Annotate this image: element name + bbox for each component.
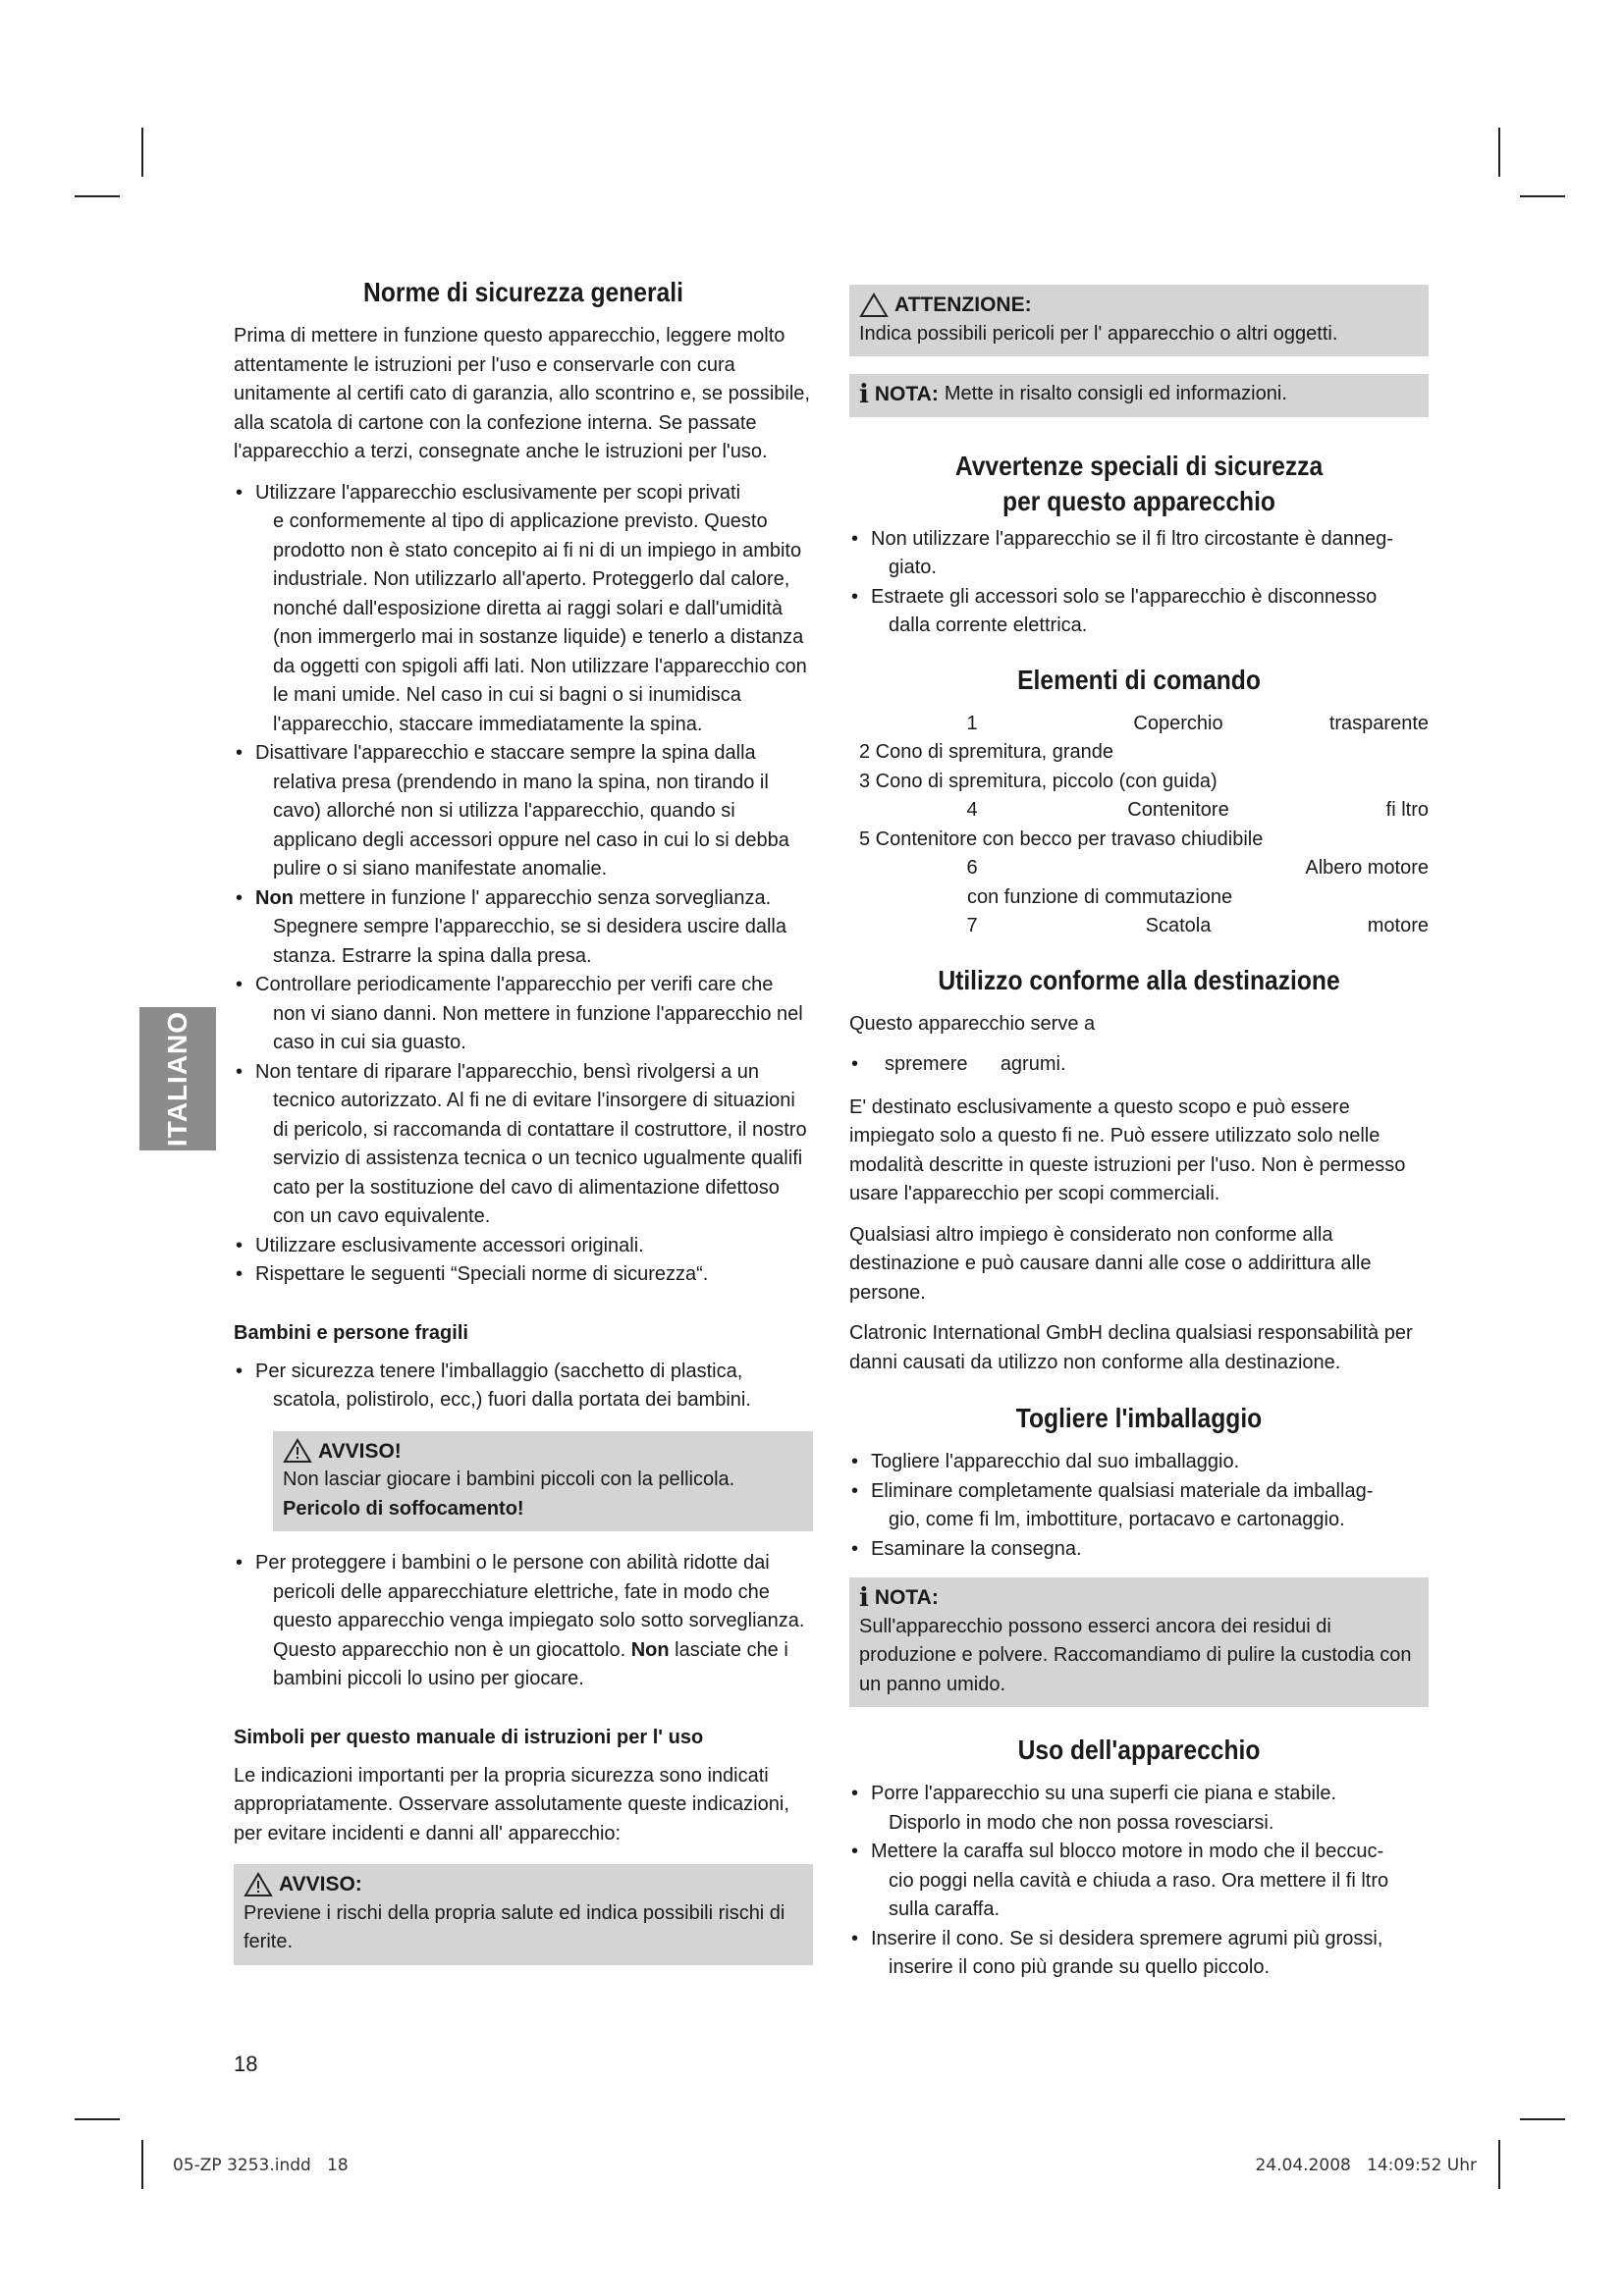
warning-text: Previene i rischi della propria salute ed indica possibili rischi di ferite.	[244, 1901, 785, 1952]
warning-bold-text: Pericolo di soffocamento!	[283, 1497, 524, 1520]
children-list	[234, 1358, 813, 1415]
list-item: • spremere agrumi.	[849, 1050, 1429, 1080]
list-item: • Disattivare l'apparecchio e staccare sempre la spina dalla relativa presa (prendendo in mano la spina, non tirando il cavo) allorché non si utilizza l'apparecchio, quando si applicano degli accessori oppure nel caso in cui lo si debba pulire o si siano manifestate anomalie.	[234, 739, 813, 884]
right-column	[849, 285, 1429, 1997]
crop-mark	[1498, 128, 1500, 177]
children-heading: Bambini e persone fragili	[234, 1321, 468, 1344]
usage-title: Uso dell'apparecchio	[1017, 1735, 1261, 1765]
info-icon: i	[859, 379, 869, 409]
caution-heading: ATTENZIONE:	[894, 294, 1032, 316]
use-paragraph: Qualsiasi altro impiego è considerato non conforme alla destinazione e può causare danni alle cose o addirittura alle persone.	[849, 1223, 1372, 1304]
list-item: • Esaminare la consegna.	[849, 1535, 1429, 1565]
controls-title: Elementi di comando	[1017, 664, 1261, 695]
unpack-list	[849, 1448, 1429, 1564]
note-text: Mette in risalto consigli ed informazioni.	[944, 383, 1287, 404]
use-intro: Questo apparecchio serve a	[849, 1012, 1096, 1035]
symbols-heading: Simboli per questo manuale di istruzioni per l' uso	[234, 1726, 704, 1748]
info-icon: i	[859, 1582, 869, 1613]
caution-box	[849, 285, 1429, 356]
list-item: • Non tentare di riparare l'apparecchio, bensì rivolgersi a un tecnico autorizzato. Al fi ne di evitare l'insorgere di situazioni di pericolo, si raccomanda di contattare il costruttore, il nostro servizio di assistenza tecnica o un tecnico ugualmente qualifi cato per la sostituzione del cavo di alimentazione difettoso con un cavo equivalente.	[234, 1058, 813, 1232]
warning-triangle-icon	[283, 1438, 312, 1464]
warning-box	[273, 1431, 813, 1532]
note-box	[849, 374, 1429, 417]
list-item: • Porre l'apparecchio su una superfi cie piana e stabile. Disporlo in modo che non possa rovesciarsi.	[849, 1780, 1429, 1838]
list-item: • Non mettere in funzione l' apparecchio senza sorveglianza. Spegnere sempre l'apparecchio, se si desidera uscire dalla stanza. Estrarre la spina dalla presa.	[234, 884, 813, 972]
warning-heading: AVVISO!	[318, 1439, 402, 1463]
warning-box-2	[234, 1864, 813, 1965]
language-tab-label: ITALIANO	[162, 1010, 193, 1148]
special-safety-list	[849, 525, 1429, 641]
warning-heading: AVVISO:	[279, 1873, 362, 1896]
general-safety-title: Norme di sicurezza generali	[363, 277, 683, 307]
left-column	[234, 275, 813, 1983]
list-item: • Inserire il cono. Se si desidera spremere agrumi più grossi, inserire il cono più grande su quello piccolo.	[849, 1925, 1429, 1983]
caution-text: Indica possibili pericoli per l' apparecchio o altri oggetti.	[859, 322, 1338, 345]
crop-mark	[141, 2140, 143, 2189]
list-item: • Estraete gli accessori solo se l'apparecchio è disconnesso dalla corrente elettrica.	[849, 583, 1429, 641]
crop-mark	[141, 128, 143, 177]
crop-mark	[75, 2118, 120, 2120]
list-item: • Rispettare le seguenti “Speciali norme di sicurezza“.	[234, 1260, 813, 1290]
note-box-2	[849, 1577, 1429, 1707]
list-item: • Utilizzare l'apparecchio esclusivamente per scopi privati e conformemente al tipo di applicazione previsto. Questo prodotto non è stato concepito ai fi ni di un impiego in ambito industriale. Non utilizzarlo all'aperto. Proteggerlo dal calore, nonché dall'esposizione diretta ai raggi solari e dall'umidità (non immergerlo mai in sostanze liquide) e tenerlo a distanza da oggetti con spigoli affi lati. Non utilizzare l'apparecchio con le mani umide. Nel caso in cui si bagni o si inumidisca l'apparecchio, staccare immediatamente la spina.	[234, 479, 813, 740]
footer-date: 24.04.2008 14:09:52 Uhr	[1255, 2156, 1477, 2175]
list-item: • Per proteggere i bambini o le persone con abilità ridotte dai pericoli delle apparecchiature elettriche, fate in modo che questo apparecchio venga impiegato solo sotto sorveglianza. Questo apparecchio non è un giocattolo. Non lasciate che i bambini piccoli lo usino per giocare.	[234, 1549, 813, 1694]
list-item: • Controllare periodicamente l'apparecchio per verifi care che non vi siano danni. Non mettere in funzione l'apparecchio nel caso in cui sia guasto.	[234, 971, 813, 1058]
crop-mark	[1498, 2140, 1500, 2189]
page-number: 18	[234, 2052, 258, 2076]
warning-triangle-icon	[244, 1872, 273, 1897]
list-item: • Per sicurezza tenere l'imballaggio (sacchetto di plastica, scatola, polistirolo, ecc,) fuori dalla portata dei bambini.	[234, 1358, 813, 1415]
intended-use-title: Utilizzo conforme alla destinazione	[938, 964, 1340, 995]
note-text: Sull'apparecchio possono esserci ancora dei residui di produzione e polvere. Raccomandiamo di pulire la custodia con un panno umido.	[859, 1615, 1412, 1695]
use-paragraph: Clatronic International GmbH declina qualsiasi responsabilità per danni causati da utilizzo non conforme alla destinazione.	[849, 1322, 1413, 1373]
special-safety-title: Avvertenze speciali di sicurezza per questo apparecchio	[954, 450, 1324, 516]
use-paragraph: E' destinato esclusivamente a questo scopo e può essere impiegato solo a questo fi ne. Può essere utilizzato solo nelle modalità descritte in queste istruzioni per l'uso. Non è permesso usare l'apparecchio per scopi commerciali.	[849, 1095, 1406, 1204]
caution-triangle-icon	[859, 293, 889, 318]
crop-mark	[1520, 2118, 1565, 2120]
footer-file: 05-ZP 3253.indd 18	[173, 2156, 349, 2175]
controls-list: 1 Coperchio trasparente 2 Cono di spremitura, grande 3 Cono di spremitura, piccolo (con guida) 4 Contenitore fi ltro 5 Contenitore con becco per travaso chiudibile 6 Albero motore con funzione di commutazione 7 Scatola motore	[859, 712, 1429, 936]
list-item: • Togliere l'apparecchio dal suo imballaggio.	[849, 1448, 1429, 1477]
list-item: • Utilizzare esclusivamente accessori originali.	[234, 1232, 813, 1261]
list-item: • Mettere la caraffa sul blocco motore in modo che il beccuc- cio poggi nella cavità e chiuda a raso. Ora mettere il fi ltro sulla caraffa.	[849, 1838, 1429, 1925]
list-item: • Eliminare completamente qualsiasi materiale da imballag- gio, come fi lm, imbottiture, portacavo e cartonaggio.	[849, 1477, 1429, 1535]
unpack-title: Togliere l'imballaggio	[1015, 1403, 1263, 1433]
use-list	[849, 1050, 1429, 1080]
children-list-2	[234, 1549, 813, 1694]
symbols-text: Le indicazioni importanti per la propria sicurezza sono indicati appropriatamente. Osservare assolutamente queste indicazioni, per evitare incidenti e danni all' apparecchio:	[234, 1764, 789, 1844]
note-heading: NOTA:	[874, 383, 939, 405]
crop-mark	[75, 195, 120, 197]
list-item: • Non utilizzare l'apparecchio se il fi ltro circostante è danneg- giato.	[849, 525, 1429, 583]
usage-list	[849, 1780, 1429, 1983]
crop-mark	[1520, 195, 1565, 197]
safety-list	[234, 479, 813, 1290]
warning-text: Non lasciar giocare i bambini piccoli con la pellicola.	[283, 1468, 735, 1490]
intro-paragraph: Prima di mettere in funzione questo apparecchio, leggere molto attentamente le istruzioni per l'uso e conservarle con cura unitamente al certifi cato di garanzia, allo scontrino e, se possibile, alla scatola di cartone con la confezione interna. Se passate l'apparecchio a terzi, consegnate anche le istruzioni per l'uso.	[234, 325, 810, 462]
language-tab	[139, 1007, 216, 1150]
note-heading: NOTA:	[874, 1586, 939, 1609]
